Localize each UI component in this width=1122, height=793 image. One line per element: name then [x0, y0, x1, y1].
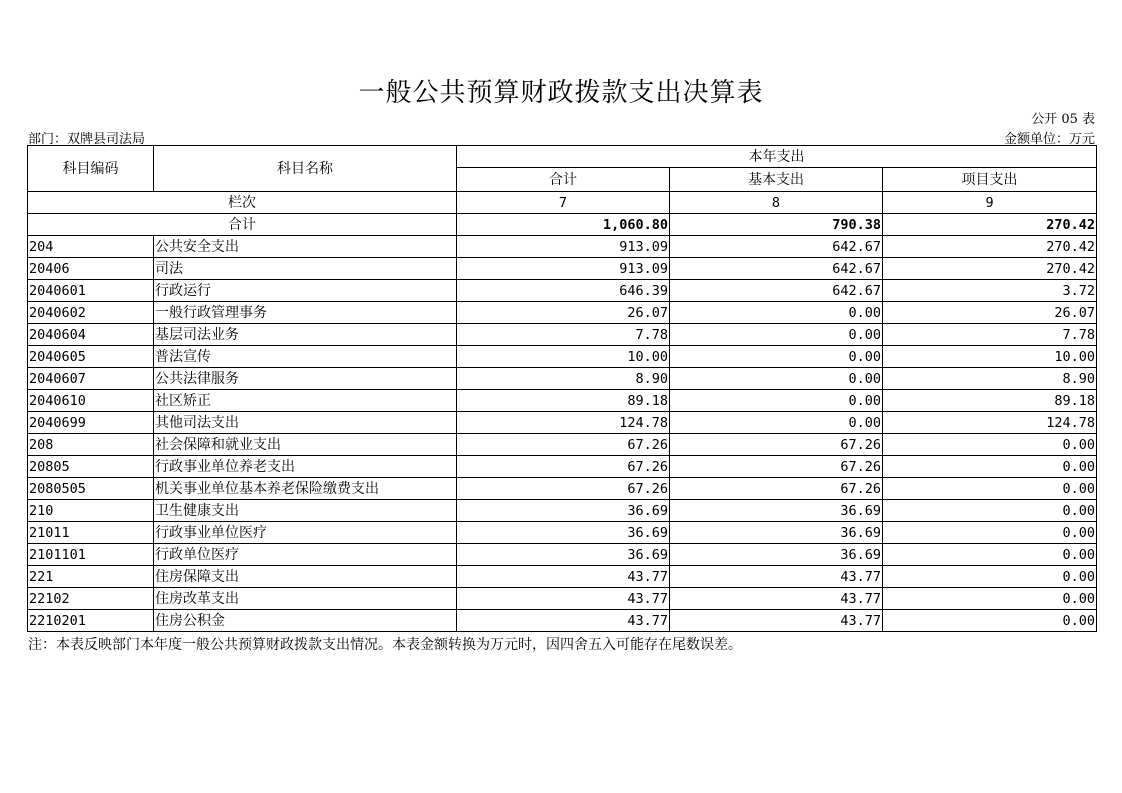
total-row-total: 1,060.80: [457, 214, 670, 236]
row-name: 卫生健康支出: [154, 500, 457, 522]
row-basic: 642.67: [670, 236, 883, 258]
row-basic: 43.77: [670, 610, 883, 632]
table-row: [28, 434, 1097, 456]
row-name: 行政事业单位医疗: [154, 522, 457, 544]
row-basic: 36.69: [670, 544, 883, 566]
row-project: 7.78: [883, 324, 1097, 346]
header-basic: 基本支出: [670, 168, 883, 192]
header-row-1: [28, 146, 1097, 168]
row-basic: 0.00: [670, 302, 883, 324]
row-project: 0.00: [883, 544, 1097, 566]
total-row-basic: 790.38: [670, 214, 883, 236]
row-basic: 0.00: [670, 412, 883, 434]
total-row-label: 合计: [28, 214, 457, 236]
row-project: 0.00: [883, 566, 1097, 588]
row-total: 43.77: [457, 610, 670, 632]
row-code: 208: [28, 434, 154, 456]
row-project: 0.00: [883, 610, 1097, 632]
column-number-label: 栏次: [28, 192, 457, 214]
row-code: 2040610: [28, 390, 154, 412]
row-name: 机关事业单位基本养老保险缴费支出: [154, 478, 457, 500]
row-name: 司法: [154, 258, 457, 280]
table-row: [28, 610, 1097, 632]
header-total: 合计: [457, 168, 670, 192]
row-total: 10.00: [457, 346, 670, 368]
row-project: 0.00: [883, 588, 1097, 610]
column-number-row: [28, 192, 1097, 214]
column-number-project: 9: [883, 192, 1097, 214]
header-project: 项目支出: [883, 168, 1097, 192]
table-body: [28, 146, 1097, 632]
form-number: 公开 05 表: [1031, 112, 1095, 127]
table-row: [28, 258, 1097, 280]
row-name: 基层司法业务: [154, 324, 457, 346]
row-basic: 0.00: [670, 346, 883, 368]
row-total: 67.26: [457, 434, 670, 456]
row-code: 20406: [28, 258, 154, 280]
row-code: 2101101: [28, 544, 154, 566]
row-code: 2040607: [28, 368, 154, 390]
row-total: 67.26: [457, 478, 670, 500]
row-basic: 36.69: [670, 522, 883, 544]
page-title: 一般公共预算财政拨款支出决算表: [358, 78, 764, 108]
row-name: 公共安全支出: [154, 236, 457, 258]
row-basic: 0.00: [670, 368, 883, 390]
row-code: 20805: [28, 456, 154, 478]
row-name: 行政单位医疗: [154, 544, 457, 566]
row-total: 67.26: [457, 456, 670, 478]
row-basic: 36.69: [670, 500, 883, 522]
row-basic: 43.77: [670, 588, 883, 610]
row-name: 公共法律服务: [154, 368, 457, 390]
total-row: [28, 214, 1097, 236]
row-name: 住房保障支出: [154, 566, 457, 588]
row-basic: 642.67: [670, 258, 883, 280]
table-row: [28, 302, 1097, 324]
expenditure-table: [27, 145, 1097, 632]
row-code: 2040601: [28, 280, 154, 302]
row-basic: 0.00: [670, 390, 883, 412]
row-total: 36.69: [457, 544, 670, 566]
table-row: [28, 236, 1097, 258]
header-code: 科目编码: [28, 146, 154, 192]
row-basic: 0.00: [670, 324, 883, 346]
row-project: 8.90: [883, 368, 1097, 390]
row-project: 0.00: [883, 456, 1097, 478]
row-total: 913.09: [457, 258, 670, 280]
header-current-year: 本年支出: [457, 146, 1097, 168]
row-total: 89.18: [457, 390, 670, 412]
row-project: 0.00: [883, 478, 1097, 500]
row-name: 住房公积金: [154, 610, 457, 632]
row-project: 10.00: [883, 346, 1097, 368]
table-row: [28, 412, 1097, 434]
row-name: 住房改革支出: [154, 588, 457, 610]
row-code: 2080505: [28, 478, 154, 500]
row-total: 26.07: [457, 302, 670, 324]
row-basic: 642.67: [670, 280, 883, 302]
table-row: [28, 324, 1097, 346]
header-name: 科目名称: [154, 146, 457, 192]
row-project: 270.42: [883, 236, 1097, 258]
row-total: 7.78: [457, 324, 670, 346]
row-total: 124.78: [457, 412, 670, 434]
row-project: 3.72: [883, 280, 1097, 302]
amount-unit-label: 金额单位：万元: [1003, 132, 1095, 147]
row-code: 22102: [28, 588, 154, 610]
row-total: 36.69: [457, 522, 670, 544]
row-basic: 43.77: [670, 566, 883, 588]
row-project: 89.18: [883, 390, 1097, 412]
row-code: 2040604: [28, 324, 154, 346]
footnote: 注：本表反映部门本年度一般公共预算财政拨款支出情况。本表金额转换为万元时，因四舍五入可能存在尾数误差。: [28, 637, 742, 653]
table-row: [28, 390, 1097, 412]
row-code: 21011: [28, 522, 154, 544]
department-label: 部门：双牌县司法局: [28, 132, 146, 147]
row-project: 270.42: [883, 258, 1097, 280]
table-row: [28, 456, 1097, 478]
table-row: [28, 368, 1097, 390]
row-code: 2040602: [28, 302, 154, 324]
row-name: 社区矫正: [154, 390, 457, 412]
row-name: 社会保障和就业支出: [154, 434, 457, 456]
table-row: [28, 500, 1097, 522]
row-name: 其他司法支出: [154, 412, 457, 434]
table-row: [28, 566, 1097, 588]
row-code: 221: [28, 566, 154, 588]
table-row: [28, 588, 1097, 610]
row-project: 0.00: [883, 434, 1097, 456]
row-name: 普法宣传: [154, 346, 457, 368]
row-total: 8.90: [457, 368, 670, 390]
table-row: [28, 544, 1097, 566]
row-total: 43.77: [457, 588, 670, 610]
row-name: 一般行政管理事务: [154, 302, 457, 324]
row-basic: 67.26: [670, 456, 883, 478]
row-code: 2210201: [28, 610, 154, 632]
row-basic: 67.26: [670, 478, 883, 500]
row-project: 26.07: [883, 302, 1097, 324]
table-row: [28, 280, 1097, 302]
row-total: 43.77: [457, 566, 670, 588]
row-project: 0.00: [883, 522, 1097, 544]
row-code: 210: [28, 500, 154, 522]
table-row: [28, 522, 1097, 544]
row-name: 行政事业单位养老支出: [154, 456, 457, 478]
row-total: 913.09: [457, 236, 670, 258]
table-row: [28, 346, 1097, 368]
row-total: 36.69: [457, 500, 670, 522]
row-project: 124.78: [883, 412, 1097, 434]
row-code: 2040699: [28, 412, 154, 434]
row-total: 646.39: [457, 280, 670, 302]
row-name: 行政运行: [154, 280, 457, 302]
column-number-total: 7: [457, 192, 670, 214]
total-row-project: 270.42: [883, 214, 1097, 236]
row-basic: 67.26: [670, 434, 883, 456]
column-number-basic: 8: [670, 192, 883, 214]
table-row: [28, 478, 1097, 500]
row-project: 0.00: [883, 500, 1097, 522]
row-code: 2040605: [28, 346, 154, 368]
row-code: 204: [28, 236, 154, 258]
